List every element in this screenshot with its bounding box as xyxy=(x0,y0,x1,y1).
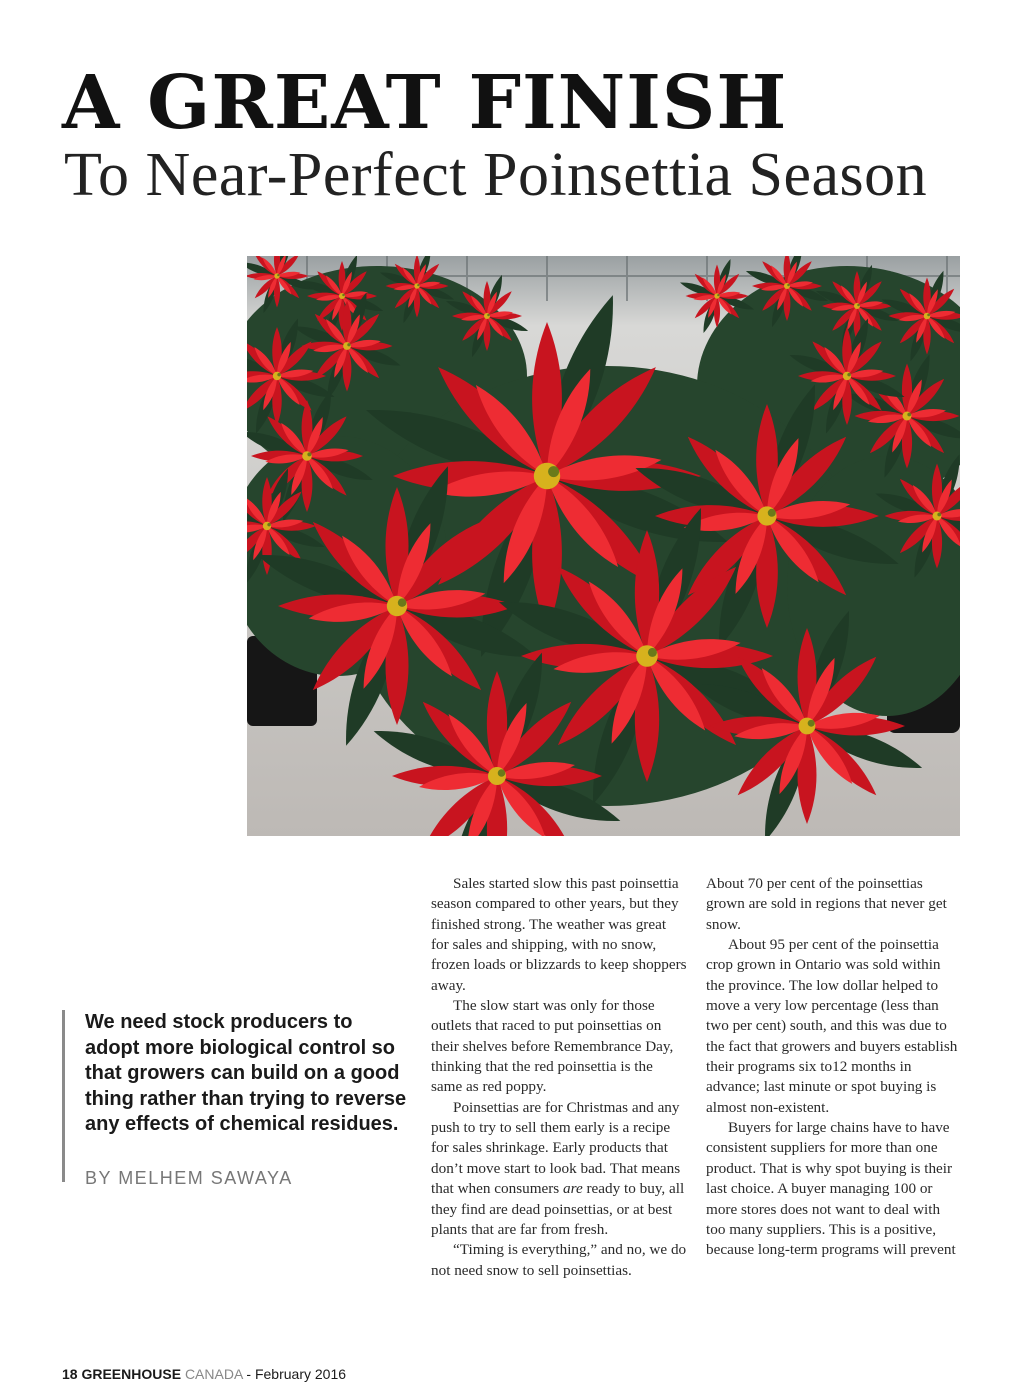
body-paragraph: About 95 per cent of the poinsettia crop grown in Ontario was sold within the province. The low dollar helped to move a very low percentage (less than two per cent) south, and this was due to the fact that growers and buyers establish their programs six to12 months in advance; last minute or spot buying is almost non-existent. xyxy=(706,936,958,1116)
body-paragraph: “Timing is everything,” and no, we do not need snow to sell poinsettias. xyxy=(431,1241,687,1279)
pull-quote xyxy=(62,1010,407,1188)
body-column-2 xyxy=(706,874,962,1261)
poinsettia-photo xyxy=(247,256,960,836)
article-subtitle: To Near-Perfect Poinsettia Season xyxy=(64,141,928,209)
pull-quote-text: We need stock producers to adopt more biological control so that growers can build on a good thing rather than trying to reverse any effects of chemical residues. xyxy=(85,1011,407,1135)
issue-date: February 2016 xyxy=(254,1366,347,1382)
author-byline: BY MELHEM SAWAYA xyxy=(85,1167,293,1188)
body-paragraph: Buyers for large chains have to have consistent suppliers for more than one product. That is why spot buying is their last choice. A buyer managing 100 or more stores does not want to deal with too many suppliers. This is a positive, because long-term programs will prevent xyxy=(706,1119,956,1259)
page-footer: 18 GREENHOUSE CANADA - February 2016 xyxy=(62,1366,347,1382)
body-paragraph: The slow start was only for those outlets that raced to put poinsettias on their shelves before Remembrance Day, thinking that the red poinsettia is the same as red poppy. xyxy=(431,997,674,1096)
article-title: A GREAT FINISH xyxy=(62,60,788,146)
body-column-1 xyxy=(431,874,687,1281)
magazine-name-secondary: CANADA xyxy=(184,1366,243,1382)
page-number: 18 xyxy=(62,1366,78,1382)
magazine-name: GREENHOUSE xyxy=(81,1366,182,1382)
body-paragraph: About 70 per cent of the poinsettias grown are sold in regions that never get snow. xyxy=(706,875,947,933)
body-paragraph: Poinsettias are for Christmas and any push to try to sell them early is a recipe for sales shrinkage. Early products that don’t move start to look bad. That means that when consumers are ready to buy, all they find are dead poinsettias, or at best plants that are far from fresh. xyxy=(431,1098,685,1238)
body-paragraph: Sales started slow this past poinsettia season compared to other years, but they finished strong. The weather was great for sales and shipping, with no snow, frozen loads or blizzards to keep shoppers away. xyxy=(431,875,687,994)
